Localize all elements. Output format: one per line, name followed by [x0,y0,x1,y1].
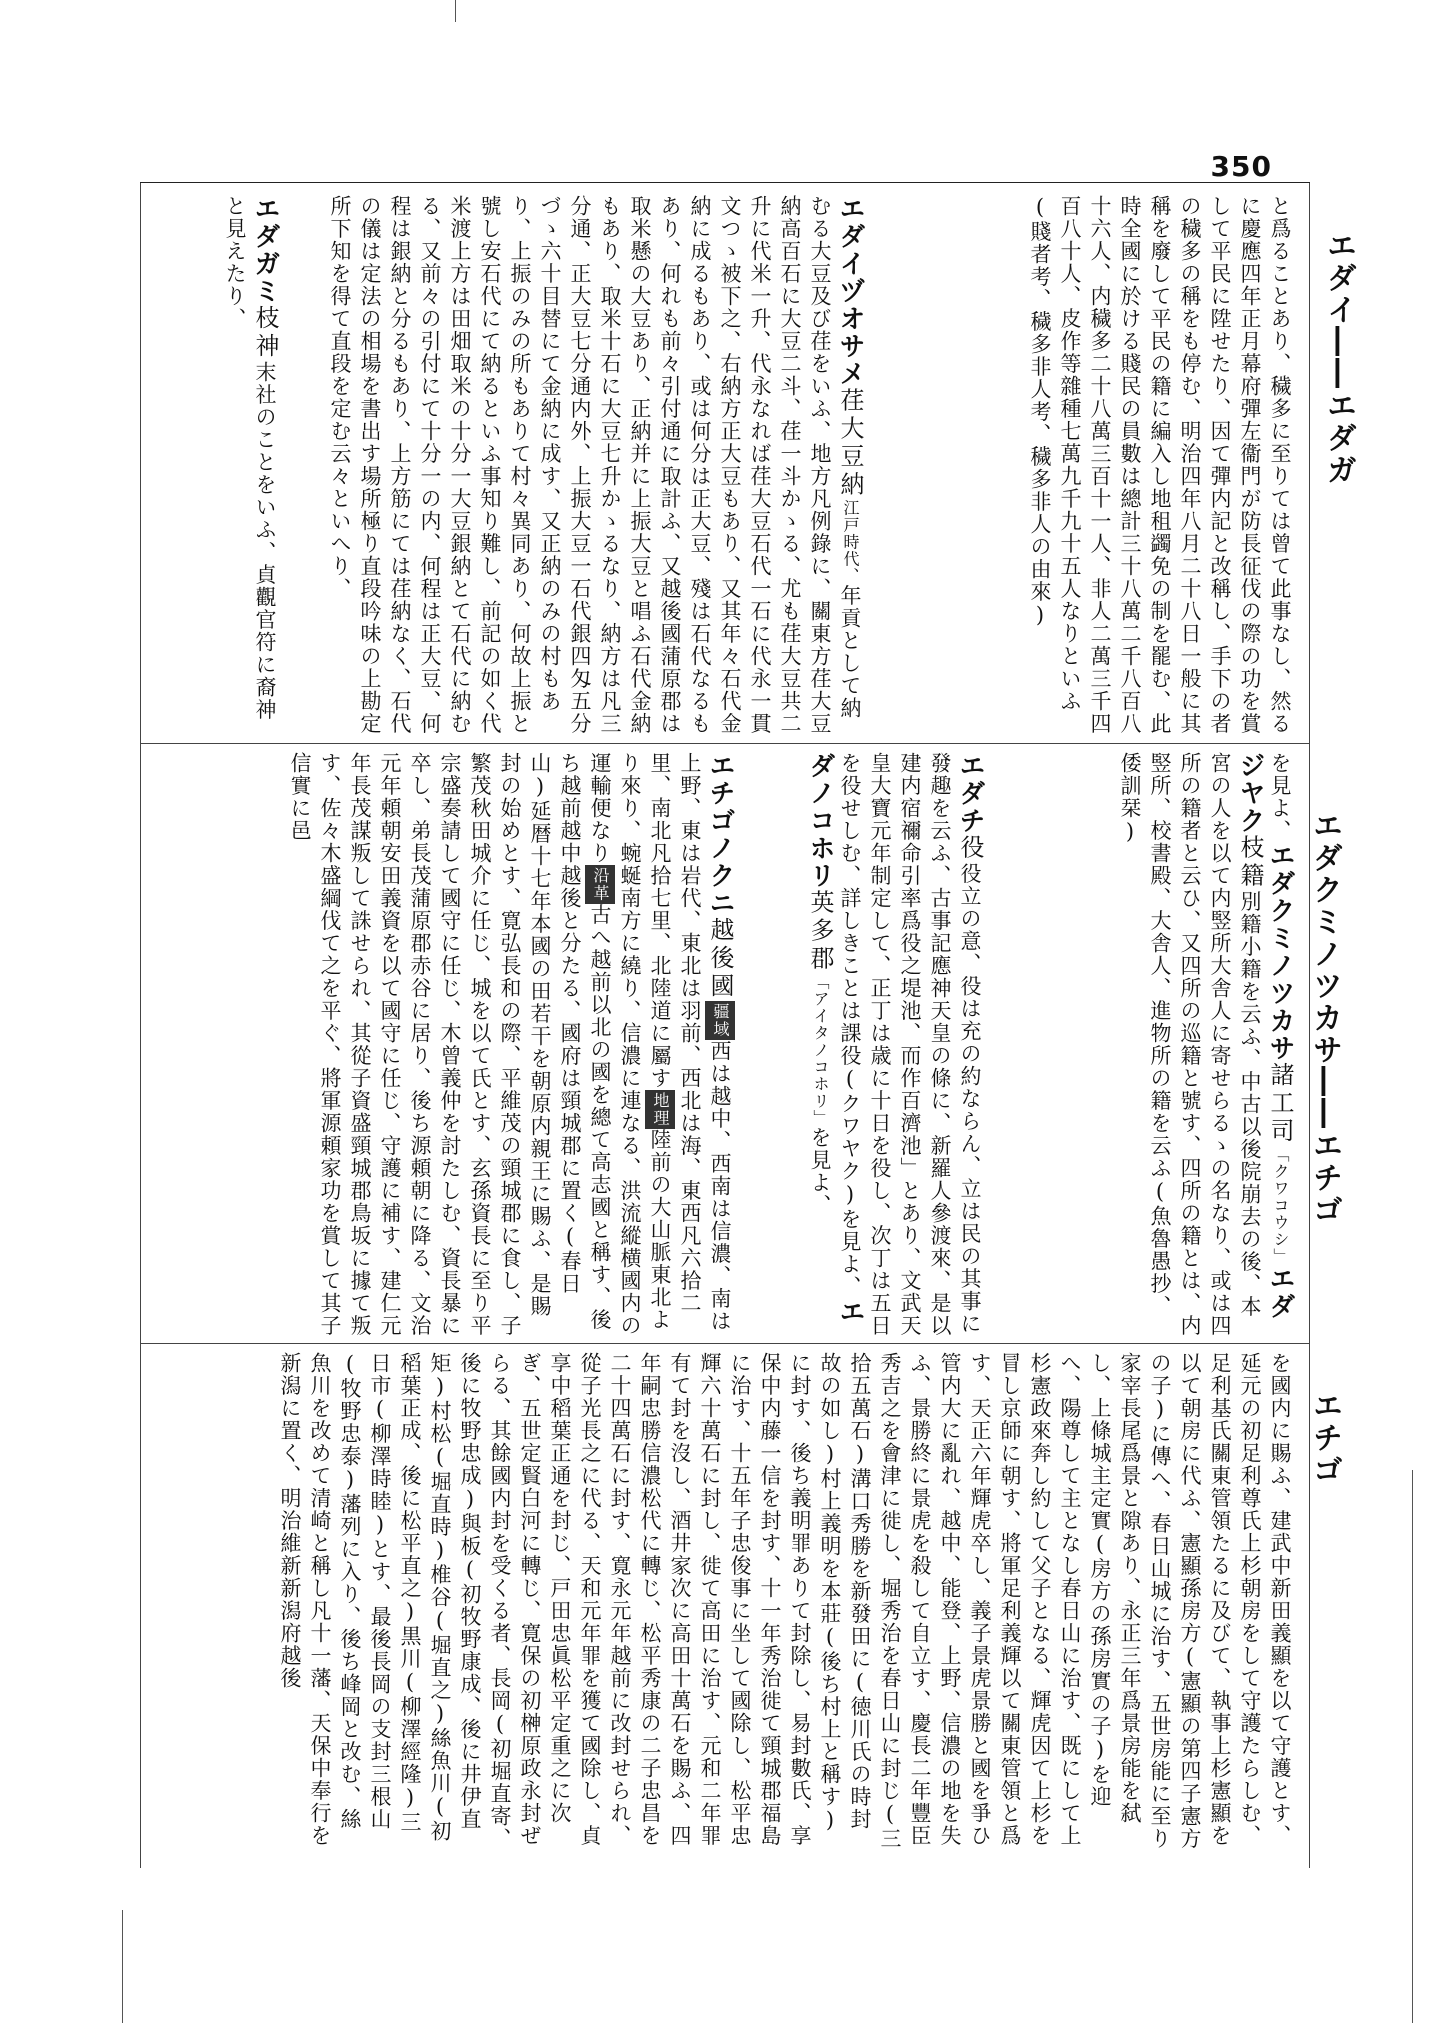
entry-edagami-head: エダガミ [250,195,280,305]
tag-enkaku: 沿革 [585,865,615,904]
entry-edakumi-head: エダクミノツカサ [1265,842,1295,1062]
entry-edachi-text: 役立の意、役は充の約ならん、立は民の其事に發趣を云ふ、古事記應神天皇の條に、新羅人參渡來、是以建内宿禰命引率爲役之堤池、而作百濟池」とあり、文武天皇大寶元年制定して、正丁は歳に十日を役し、次丁は五日を役せしむ、詳しきことは課役(クワヤク)を見よ、 [838,752,982,1337]
entry-edaizuosame-head: エダイヅオサメ [835,195,865,388]
upper-section-divider [140,743,1310,744]
entry-edanokohori-kana: 「アイタノコホリ」 [811,973,830,1127]
entry-edakumi-kana: 「クワコウシ」 [1271,1146,1290,1265]
running-head-bottom: エチゴ [1307,1390,1342,1486]
running-head-middle: エダクミノツカサ――エチゴ [1307,810,1342,1226]
entry-edajaku-text: 別籍小籍を云ふ、中古以後院崩去の後、本宮の人を以て内竪所大舎人に寄せらるゝの名なり、或は四所の籍者と云ひ、又四所の巡籍と號す、四所の籍とは、内竪所、校書殿、大舎人、進物所の籍を云ふ(魚魯愚抄、倭訓栞) [1118,752,1262,1337]
entry-echigo-reading: 越後國 [706,917,734,1001]
running-head-top: エダイ――エダガ [1321,230,1356,486]
entry-edajaku-reading: 枝籍 [1236,834,1264,891]
entry-edanokohori-text: を見よ、 [808,1126,832,1217]
entry-edakumi-edajaku [990,752,1295,1337]
entry-edaizuosame-text: 年貢として納むる大豆及び荏をいふ、地方凡例錄に、關東方荏大豆納高百石に大豆二斗、荏一斗かゝる、尤も荏大豆共二升に代米一升、代永なれば荏大豆石代一石に代永一貫文つゝ被下之、右納方正大豆もあり、又其年々石代金納に成るもあり、或は何分は正大豆、殘は石代なるもあり、何れも前々引付通に取計ふ、又越後國蒲原郡は取米懸の大豆あり、正納并に上振大豆と唱ふ石代金納もあり、取米十石に大豆七升かゝるなり、納方は凡三分通、正大豆七分通内外、上振大豆一石代銀四匁五分づゝ六十目替にて金納に成す、又正納のみの村もあり、上振のみの所もありて村々異同あり、何故上振と號し安石代にて納るといふ事知り難し、前記の如く代米渡上方は田畑取米の十分一大豆銀納とて石代に納むる、又前々の引付にて十分一の内、何程は正大豆、何程は銀納と分るもあり、上方筋にては荏納なく、石代の儀は定法の相場を書出す場所極り直段吟味の上勘定所下知を得て直段を定む云々といへり、 [328,195,862,735]
entry-edaizuosame [285,195,865,735]
echigo-continuation-text: を國内に賜ふ、建武中新田義顯を以て守護とす、延元の初足利尊氏上杉朝房をして守護たらしむ、足利基氏關東管領たるに及びて、執事上杉憲顯を以て朝房に代ふ、憲顯孫房方(憲顯の第四子憲方の子)に傳へ、春日山城に治す、五世房能に至り家宰長尾爲景と隙あり、永正三年爲景房能を弑し、上條城主定實(房方の孫房實の子)を迎へ、陽尊して主となし春日山に治す、既にして上杉憲政來奔し約して父子となる、輝虎因て上杉を冒し京師に朝す、將軍足利義輝以て關東管領と爲す、天正六年輝虎卒し、義子景虎景勝と國を爭ひ管内大に亂れ、越中、能登、上野、信濃の地を失ふ、景勝終に景虎を殺して自立す、慶長二年豐臣秀吉之を會津に徙し、堀秀治を春日山に封じ(三拾五萬石)溝口秀勝を新發田に(徳川氏の時封故の如し)村上義明を本莊(後ち村上と稱す)に封す、後ち義明罪ありて封除し、易封數氏、享保中内藤一信を封す、十一年秀治徙て頸城郡福島に治す、十五年子忠俊事に坐して國除し、松平忠輝六十萬石に封し、徙て高田に治す、元和二年罪有て封を沒し、酒井家次に高田十萬石を賜ふ、四年嗣忠勝信濃松代に轉じ、松平秀康の二子忠昌を二十四萬石に封す、寛永元年越前に改封せられ、從子光長之に代る、天和元年罪を獲て國除し、貞享中稻葉正通を封じ、戸田忠眞松平定重之に次ぎ、五世定賢白河に轉じ、寛保の初榊原政永封ぜらる、其餘國内封を受くる者、長岡(初堀直寄、後に牧野忠成)與板(初牧野康成、後に井伊直矩)村松(堀直時)椎谷(堀直之)絲魚川(初稻葉正成、後に松平直之)黒川(柳澤經隆)三日市(柳澤時睦)とす、最後長岡の支封三根山(牧野忠泰)藩列に入り、後ち峰岡と改む、絲魚川を改めて清崎と稱し凡十一藩、天保中奉行を新潟に置く、明治維新新潟府越後 [278,1352,1292,1850]
entry-edagami-text: 末社のことをいふ、貞觀官符に裔神と見えたり、 [223,195,277,721]
entry-edagami [150,195,280,735]
left-border-rule [140,183,141,1868]
entry-echigo [150,752,735,1337]
entry-edakumi-reading: 諸工司 [1266,1062,1294,1146]
middle-intro: を見よ、 [1268,752,1292,842]
entry-echigo-text-2: 陸前の大山脈東北より來り、蜿蜒南方に繞り、信濃に連なる、洪流縱横國内の運輸便なり [588,752,672,1337]
entry-edanokohori-head: エダノコホリ [805,752,865,1326]
tag-chiri: 地理 [645,1090,675,1129]
top-continuation-text: と爲ることあり、穢多に至りては曾て此事なし、然るに慶應四年正月幕府彈左衞門が防長征伐の際の功を賞して平民に陞せたり、因て彈内記と改稱し、手下の者の穢多の稱をも停む、明治四年八月二十八日一般に其稱を廢して平民の籍に編入し地租蠲免の制を罷む、此時全國に於ける賤民の員數は總計三十八萬二千八百八十六人、内穢多二十八萬三百十一人、非人二萬三千四百八十人、皮作等雜種七萬九千九十五人なりといふ(賤者考、穢多非人考、穢多非人の由來) [1028,195,1292,735]
entry-edachi-edanokohori [740,752,985,1337]
entry-edagami-reading: 枝神 [251,305,279,361]
page-number: 350 [1210,150,1272,183]
entry-edajaku-head: エダジヤク [1235,752,1295,1320]
scan-mark-left [122,1910,123,2023]
entry-edachi-head: エダチ [955,752,985,835]
tag-kyoiki: 疆域 [705,1001,735,1040]
scan-mark-right [1412,1470,1413,2023]
entry-echigo-text-1: 西は越中、西南は信濃、南は上野、東は岩代、東北は羽前、西北は海、東西凡六拾二里、南北凡拾七里、北陸道に屬す [648,752,732,1333]
lower-section-divider [140,1343,1310,1344]
entry-edachi-reading: 役 [956,834,984,863]
entry-echigo-head: エチゴノクニ [705,752,735,917]
scan-mark-top [455,0,456,22]
entry-edaizuosame-note: 江戸時代、 [841,499,860,585]
entry-edaizuosame-reading: 荏大豆納 [836,387,864,500]
entry-echigo-text-3: 古へ越前以北の國を總て高志國と稱す、後ち越前越中越後と分たる、國府は頸城郡に置く(春日山)延暦十七年本國の田若干を朝原内親王に賜ふ、是賜封の始めとす、寛弘長和の際、平維茂の頸城郡に食し、子繁茂秋田城介に任じ、城を以て氏とす、玄孫資長に至り平宗盛奏請して國守に任じ、木曾義仲を討たしむ、資長暴に卒し、弟長茂蒲原郡赤谷に居り、後ち源頼朝に降る、文治元年頼朝安田義資を以て國守に任じ、守護に補す、建仁元年長茂謀叛して誅せられ、其從子資盛頸城郡鳥坂に據て叛す、佐々木盛綱伐て之を平ぐ、將軍源頼家功を賞して其子信實に邑 [288,752,612,1337]
entry-edanokohori-reading: 英多郡 [806,889,834,974]
